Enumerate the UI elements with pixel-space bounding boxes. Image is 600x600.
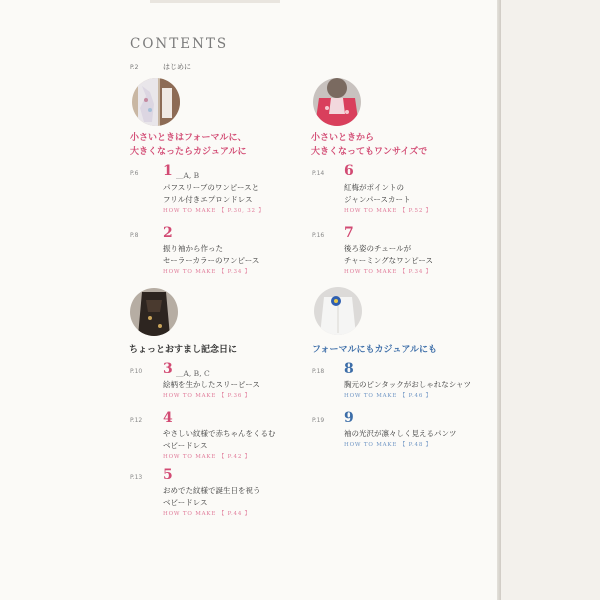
entry-number: 8 xyxy=(344,361,354,377)
how-to-make-label: HOW TO MAKE xyxy=(163,511,217,517)
heading-line: 大きくなってもワンサイズで xyxy=(311,147,428,157)
how-to-make-link[interactable] xyxy=(163,509,251,517)
entry-title-line: パフスリーブのワンピースと xyxy=(163,183,260,192)
entry-variant: ＿A, B, C xyxy=(176,369,210,378)
entry-variant: ＿A, B xyxy=(176,171,200,180)
section-photo-shirt xyxy=(314,287,362,335)
entry-title-line: ベビードレス xyxy=(163,441,208,450)
section-heading-memorial xyxy=(129,343,237,357)
entry-number: 2 xyxy=(163,225,173,241)
entry-number: 4 xyxy=(163,410,173,426)
entry-number: 5 xyxy=(163,467,173,483)
how-to-make-link[interactable] xyxy=(163,206,265,214)
how-to-make-page: 【 P.44 】 xyxy=(218,511,251,517)
how-to-make-page: 【 P.52 】 xyxy=(399,208,432,214)
how-to-make-label: HOW TO MAKE xyxy=(344,393,398,399)
page-shadow xyxy=(150,0,280,3)
entry-page-number: P.12 xyxy=(130,417,143,424)
heading-line: 小さいときはフォーマルに、 xyxy=(130,133,247,143)
entry-number: 6 xyxy=(344,163,354,179)
entry-page-number: P.10 xyxy=(130,368,143,375)
section-heading-formal-to-casual xyxy=(130,131,247,159)
how-to-make-link[interactable] xyxy=(163,452,251,460)
how-to-make-link[interactable] xyxy=(163,391,251,399)
heading-line: 小さいときから xyxy=(311,133,375,143)
entry-title-line: ジャンパースカート xyxy=(344,195,411,204)
how-to-make-label: HOW TO MAKE xyxy=(163,269,217,275)
how-to-make-label: HOW TO MAKE xyxy=(163,454,217,460)
how-to-make-label: HOW TO MAKE xyxy=(163,208,217,214)
entry-title-line: ベビードレス xyxy=(163,498,208,507)
how-to-make-label: HOW TO MAKE xyxy=(344,442,398,448)
section-heading-one-size xyxy=(311,131,427,159)
how-to-make-link[interactable] xyxy=(344,267,432,275)
entry-number: 3 xyxy=(163,361,173,377)
entry-number: 9 xyxy=(344,410,354,426)
how-to-make-label: HOW TO MAKE xyxy=(344,269,398,275)
how-to-make-page: 【 P.34 】 xyxy=(399,269,432,275)
how-to-make-link[interactable] xyxy=(344,440,432,448)
entry-page-number: P.6 xyxy=(130,170,139,177)
book-edge xyxy=(501,0,600,600)
intro-page-number: P.2 xyxy=(130,64,139,71)
section-heading-formal-casual xyxy=(312,343,437,357)
section-photo-jumper xyxy=(313,78,361,126)
how-to-make-page: 【 P.30, 32 】 xyxy=(218,208,265,214)
entry-page-number: P.18 xyxy=(312,368,325,375)
entry-title-line: おめでた紋様で誕生日を祝う xyxy=(163,486,261,495)
entry-title-line: 胸元のピンタックがおしゃれなシャツ xyxy=(344,380,472,389)
entry-title-line: フリル付きエプロンドレス xyxy=(163,195,253,204)
page-title: CONTENTS xyxy=(130,36,229,52)
entry-page-number: P.8 xyxy=(130,232,139,239)
entry-number: 7 xyxy=(344,225,354,241)
entry-title-line: 紅梅がポイントの xyxy=(344,183,404,192)
entry-title-line: セーラーカラーのワンピース xyxy=(163,256,260,265)
how-to-make-page: 【 P.48 】 xyxy=(399,442,432,448)
heading-line: ちょっとおすまし記念日に xyxy=(129,345,238,355)
how-to-make-label: HOW TO MAKE xyxy=(344,208,398,214)
how-to-make-label: HOW TO MAKE xyxy=(163,393,217,399)
entry-title-line: 振り袖から作った xyxy=(163,244,223,253)
entry-number: 1 xyxy=(163,163,173,179)
how-to-make-link[interactable] xyxy=(344,391,432,399)
how-to-make-link[interactable] xyxy=(163,267,251,275)
how-to-make-page: 【 P.34 】 xyxy=(218,269,251,275)
entry-title-line: 後ろ姿のチュールが xyxy=(344,244,412,253)
section-photo-dresses xyxy=(132,78,180,126)
how-to-make-page: 【 P.46 】 xyxy=(399,393,432,399)
entry-title-line: 絵柄を生かしたスリーピース xyxy=(163,380,260,389)
entry-page-number: P.13 xyxy=(130,474,143,481)
how-to-make-page: 【 P.36 】 xyxy=(218,393,251,399)
intro-label: はじめに xyxy=(163,63,191,71)
entry-page-number: P.16 xyxy=(312,232,325,239)
entry-title-line: 袖の光沢が凛々しく見えるパンツ xyxy=(344,429,457,438)
entry-page-number: P.19 xyxy=(312,417,325,424)
entry-page-number: P.14 xyxy=(312,170,325,177)
entry-title-line: チャーミングなワンピース xyxy=(344,256,433,265)
entry-title-line: やさしい紋様で赤ちゃんをくるむ xyxy=(163,429,276,438)
section-photo-memorial xyxy=(130,288,178,336)
how-to-make-link[interactable] xyxy=(344,206,432,214)
heading-line: フォーマルにもカジュアルにも xyxy=(312,345,438,355)
heading-line: 大きくなったらカジュアルに xyxy=(130,147,247,157)
how-to-make-page: 【 P.42 】 xyxy=(218,454,251,460)
